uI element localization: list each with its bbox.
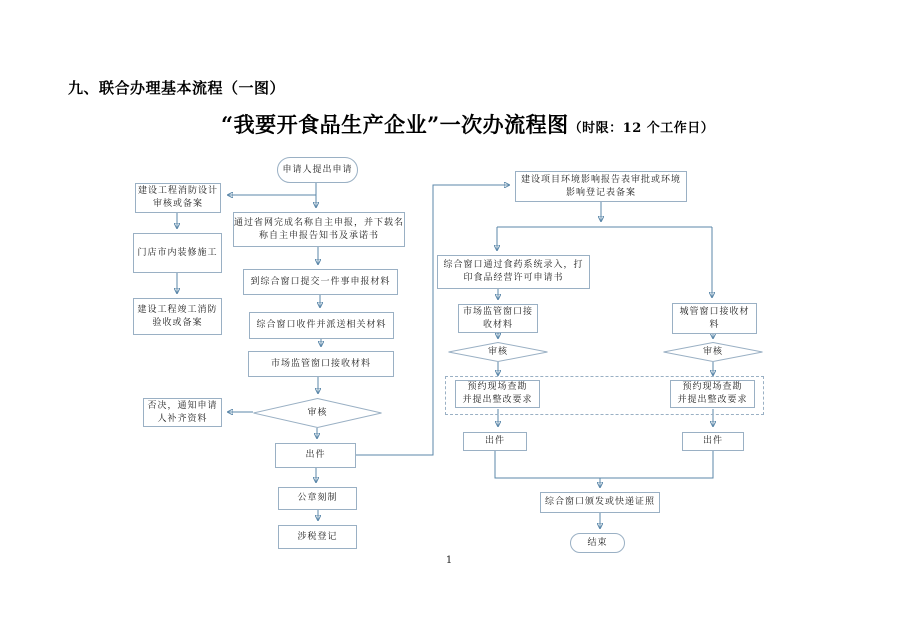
node-fire-design: [135, 183, 221, 213]
node-tax-registration: [278, 525, 357, 549]
node-end: [570, 533, 625, 553]
decision-review-2: [448, 342, 548, 362]
node-submit-materials: [243, 269, 398, 295]
node-label: 综合窗口颁发或快递证照: [544, 497, 655, 507]
node-start: [277, 157, 358, 183]
node-online-declare: [233, 212, 405, 247]
node-shop-decoration: [133, 233, 222, 273]
node-city-receive: [672, 303, 757, 334]
node-issue-3: [682, 432, 744, 451]
connector: [495, 451, 713, 478]
node-label: 建设工程竣工消防 验收或备案: [137, 304, 218, 328]
node-label: 综合窗口通过食药系统录入，打 印食品经营许可申请书: [443, 260, 584, 283]
node-market-receive-2: [458, 304, 538, 333]
node-window-dispatch: [249, 312, 394, 339]
node-label: 出件: [484, 436, 505, 446]
node-label: 否决，通知申请 人补齐资料: [147, 400, 218, 424]
node-label: 综合窗口收件并派送相关材料: [256, 320, 387, 330]
node-label: 公章刻制: [297, 493, 338, 503]
node-label: 申请人提出申请: [282, 164, 353, 175]
node-label: 出件: [702, 436, 723, 446]
node-label: 涉税登记: [297, 531, 338, 542]
node-label: 市场监管窗口接 收材料: [462, 306, 533, 330]
decision-review-1: [253, 398, 382, 428]
node-label: 到综合窗口提交一件事申报材料: [250, 276, 391, 287]
node-reject-notice: [143, 398, 222, 427]
node-label: 门店市内装修施工: [137, 247, 218, 258]
node-label: 出件: [305, 450, 326, 460]
node-label: 审核: [702, 346, 723, 357]
node-label: 市场监管窗口接收材料: [270, 358, 371, 369]
page-title-main: “我要开食品生产企业”一次办流程图: [221, 112, 569, 137]
node-label: 结束: [587, 537, 608, 548]
node-food-system-entry: [437, 255, 590, 289]
section-heading: 九、联合办理基本流程（一图）: [68, 79, 286, 97]
node-fire-acceptance: [133, 298, 222, 335]
node-site-survey-1: [455, 380, 540, 408]
node-label: 城管窗口接收材 料: [679, 306, 750, 330]
node-label: 建设项目环境影响报告表审批或环境 影响登记表备案: [520, 174, 681, 198]
node-market-receive-1: [248, 351, 394, 377]
node-label: 建设工程消防设计 审核或备案: [137, 186, 218, 209]
page-number: 1: [445, 555, 453, 566]
node-label: 审核: [307, 407, 328, 418]
node-issue-license: [540, 492, 660, 513]
node-issue-1: [275, 443, 356, 468]
node-label: 预约现场查勘 并提出整改要求: [462, 382, 533, 405]
node-label: 预约现场查勘 并提出整改要求: [677, 382, 748, 405]
decision-review-3: [663, 342, 763, 362]
node-seal-carving: [278, 487, 357, 510]
node-issue-2: [463, 432, 527, 451]
node-site-survey-2: [670, 380, 755, 408]
node-env-approval: [515, 171, 687, 202]
page-title-note: （时限：12 个工作日）: [568, 121, 715, 136]
node-label: 通过省网完成名称自主申报，并下载名 称自主申报告知书及承诺书: [234, 217, 405, 241]
node-label: 审核: [487, 346, 508, 357]
